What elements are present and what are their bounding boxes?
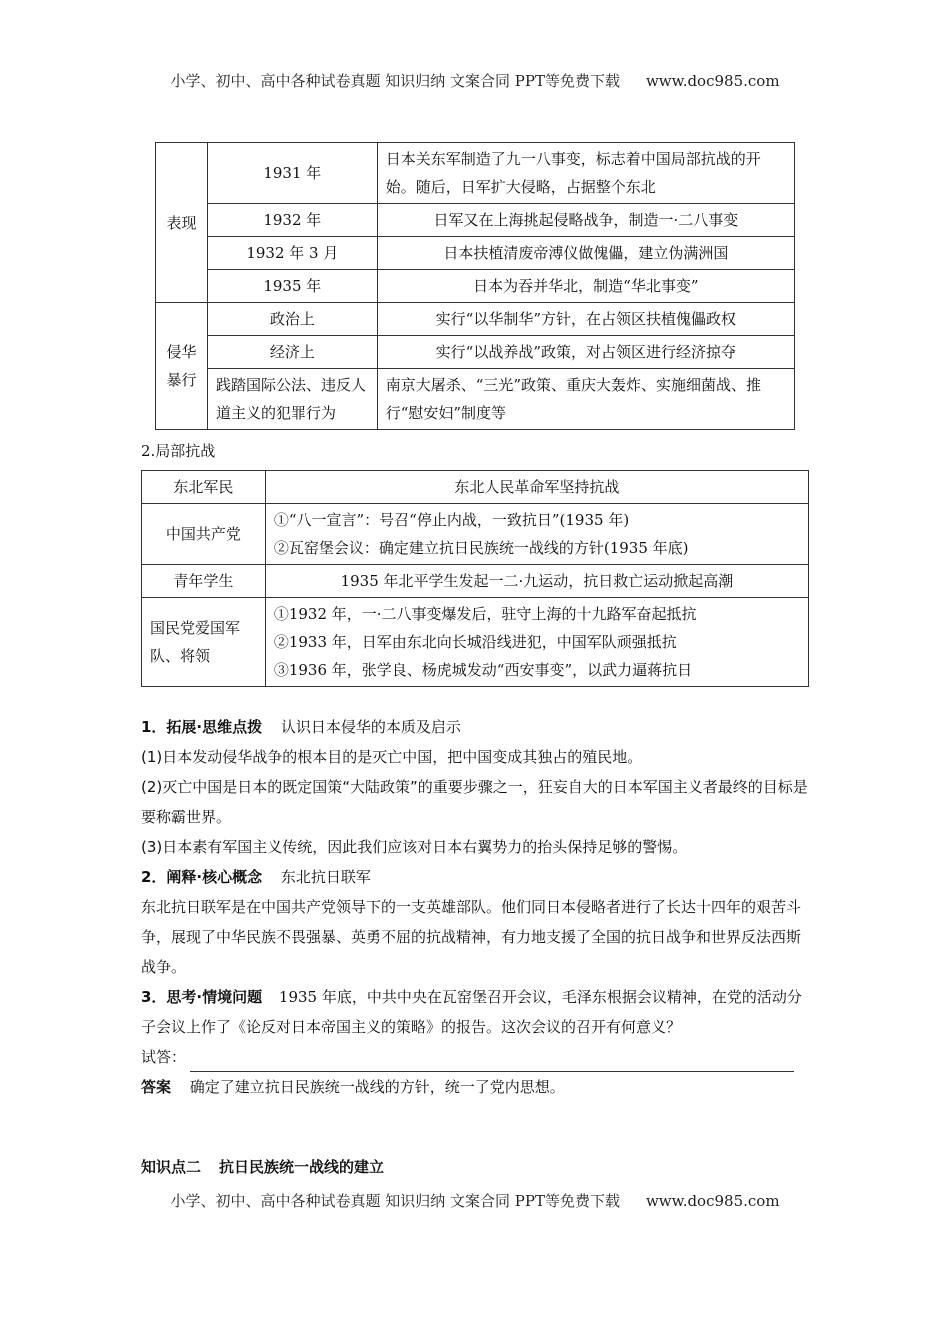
table-row <box>156 336 795 369</box>
table-cell-label: 青年学生 <box>142 565 266 598</box>
table-cell-content <box>265 598 808 687</box>
answer-row <box>141 1072 809 1102</box>
table-cell-date: 1931 年 <box>207 143 377 204</box>
table-cell-event: 日军又在上海挑起侵略战争，制造一·二八事变 <box>377 204 794 237</box>
table-cell-event: 日本扶植清废帝溥仪做傀儡，建立伪满洲国 <box>377 237 794 270</box>
expand-point-3: (3)日本素有军国主义传统，因此我们应该对日本右翼势力的抬头保持足够的警惕。 <box>141 838 688 856</box>
section-title-local-resistance: 2.局部抗战 <box>141 442 216 460</box>
table-cell-aspect: 经济上 <box>207 336 377 369</box>
table-cell-label: 东北军民 <box>142 471 266 504</box>
table-cell-event: 实行“以华制华”方针，在占领区扶植傀儡政权 <box>377 303 794 336</box>
table-cell-label: 国民党爱国军队、将领 <box>142 598 266 687</box>
try-answer-label: 试答： <box>141 1048 187 1066</box>
table-cell-event: 南京大屠杀、“三光”政策、重庆大轰炸、实施细菌战、推行“慰安妇”制度等 <box>377 369 794 430</box>
table-cell-aspect: 践踏国际公法、违反人道主义的犯罪行为 <box>207 369 377 430</box>
expand-point-2: (2)灭亡中国是日本的既定国策“大陆政策”的重要步骤之一，狂妄自大的日本军国主义者最终的目标是要称霸世界。 <box>141 778 808 826</box>
page-header <box>0 70 950 91</box>
knowledge-point-heading <box>141 1156 384 1177</box>
table-row <box>156 369 795 430</box>
concept-topic: 东北抗日联军 <box>280 868 371 886</box>
table-cell-date: 1932 年 <box>207 204 377 237</box>
answer-label: 答案 <box>141 1078 172 1096</box>
concept-heading-label: 2．阐释·核心概念 <box>141 868 263 886</box>
expand-topic: 认识日本侵华的本质及启示 <box>280 718 461 736</box>
table-cell-date: 1935 年 <box>207 270 377 303</box>
table-row <box>142 471 809 504</box>
table-row <box>156 303 795 336</box>
table-row <box>142 565 809 598</box>
group-label-manifestation: 表现 <box>156 143 208 303</box>
footer-text: 小学、初中、高中各种试卷真题 知识归纳 文案合同 PPT等免费下载 <box>170 1192 620 1210</box>
content-line: ②1933 年，日军由东北向长城沿线进犯，中国军队顽强抵抗 <box>273 633 677 651</box>
content-line: ③1936 年，张学良、杨虎城发动“西安事变”，以武力逼蒋抗日 <box>273 661 693 679</box>
group-label-atrocities: 侵华暴行 <box>156 303 208 430</box>
table-row <box>142 598 809 687</box>
table-cell-event: 日本为吞并华北，制造“华北事变” <box>377 270 794 303</box>
table-row <box>156 204 795 237</box>
table-cell-label: 中国共产党 <box>142 504 266 565</box>
content-line: ②瓦窑堡会议：确定建立抗日民族统一战线的方针(1935 年底) <box>273 539 689 557</box>
table-row <box>142 504 809 565</box>
answer-blank-line[interactable] <box>190 1053 794 1072</box>
table-cell-date: 1932 年 3 月 <box>207 237 377 270</box>
question-heading-label: 3．思考·情境问题 <box>141 988 263 1006</box>
try-answer-row <box>141 1042 809 1072</box>
expand-heading-label: 1．拓展·思维点拨 <box>141 718 263 736</box>
invasion-table <box>155 142 795 430</box>
table-cell-content <box>265 504 808 565</box>
table-cell-event: 日本关东军制造了九一八事变，标志着中国局部抗战的开始。随后，日军扩大侵略，占据整个东北 <box>377 143 794 204</box>
table-row <box>156 143 795 204</box>
header-site: www.doc985.com <box>645 72 780 90</box>
concept-body: 东北抗日联军是在中国共产党领导下的一支英雄部队。他们同日本侵略者进行了长达十四年的艰苦斗争，展现了中华民族不畏强暴、英勇不屈的抗战精神，有力地支援了全国的抗日战争和世界反法西斯战争。 <box>141 898 802 976</box>
concept-heading <box>141 862 809 892</box>
content-line: ①1932 年，一·二八事变爆发后，驻守上海的十九路军奋起抵抗 <box>273 605 697 623</box>
page-footer <box>0 1190 950 1211</box>
table-cell-event: 实行“以战养战”政策，对占领区进行经济掠夺 <box>377 336 794 369</box>
table-row <box>156 270 795 303</box>
table-cell-content: 东北人民革命军坚持抗战 <box>265 471 808 504</box>
table-cell-content: 1935 年北平学生发起一二·九运动，抗日救亡运动掀起高潮 <box>265 565 808 598</box>
knowledge-point-title: 抗日民族统一战线的建立 <box>219 1158 385 1176</box>
content-line: ①“八一宣言”：号召“停止内战，一致抗日”(1935 年) <box>273 511 630 529</box>
table-cell-aspect: 政治上 <box>207 303 377 336</box>
question-block <box>141 982 809 1042</box>
question-body: 1935 年底，中共中央在瓦窑堡召开会议，毛泽东根据会议精神，在党的活动分子会议上作了《论反对日本帝国主义的策略》的报告。这次会议的召开有何意义？ <box>141 988 802 1036</box>
answer-text: 确定了建立抗日民族统一战线的方针，统一了党内思想。 <box>189 1078 565 1096</box>
footer-site: www.doc985.com <box>645 1192 780 1210</box>
table-row <box>156 237 795 270</box>
header-text: 小学、初中、高中各种试卷真题 知识归纳 文案合同 PPT等免费下载 <box>170 72 620 90</box>
local-resistance-table <box>141 470 809 687</box>
expand-point-1: (1)日本发动侵华战争的根本目的是灭亡中国，把中国变成其独占的殖民地。 <box>141 748 643 766</box>
expand-heading <box>141 712 809 742</box>
knowledge-point-label: 知识点二 <box>141 1158 202 1176</box>
